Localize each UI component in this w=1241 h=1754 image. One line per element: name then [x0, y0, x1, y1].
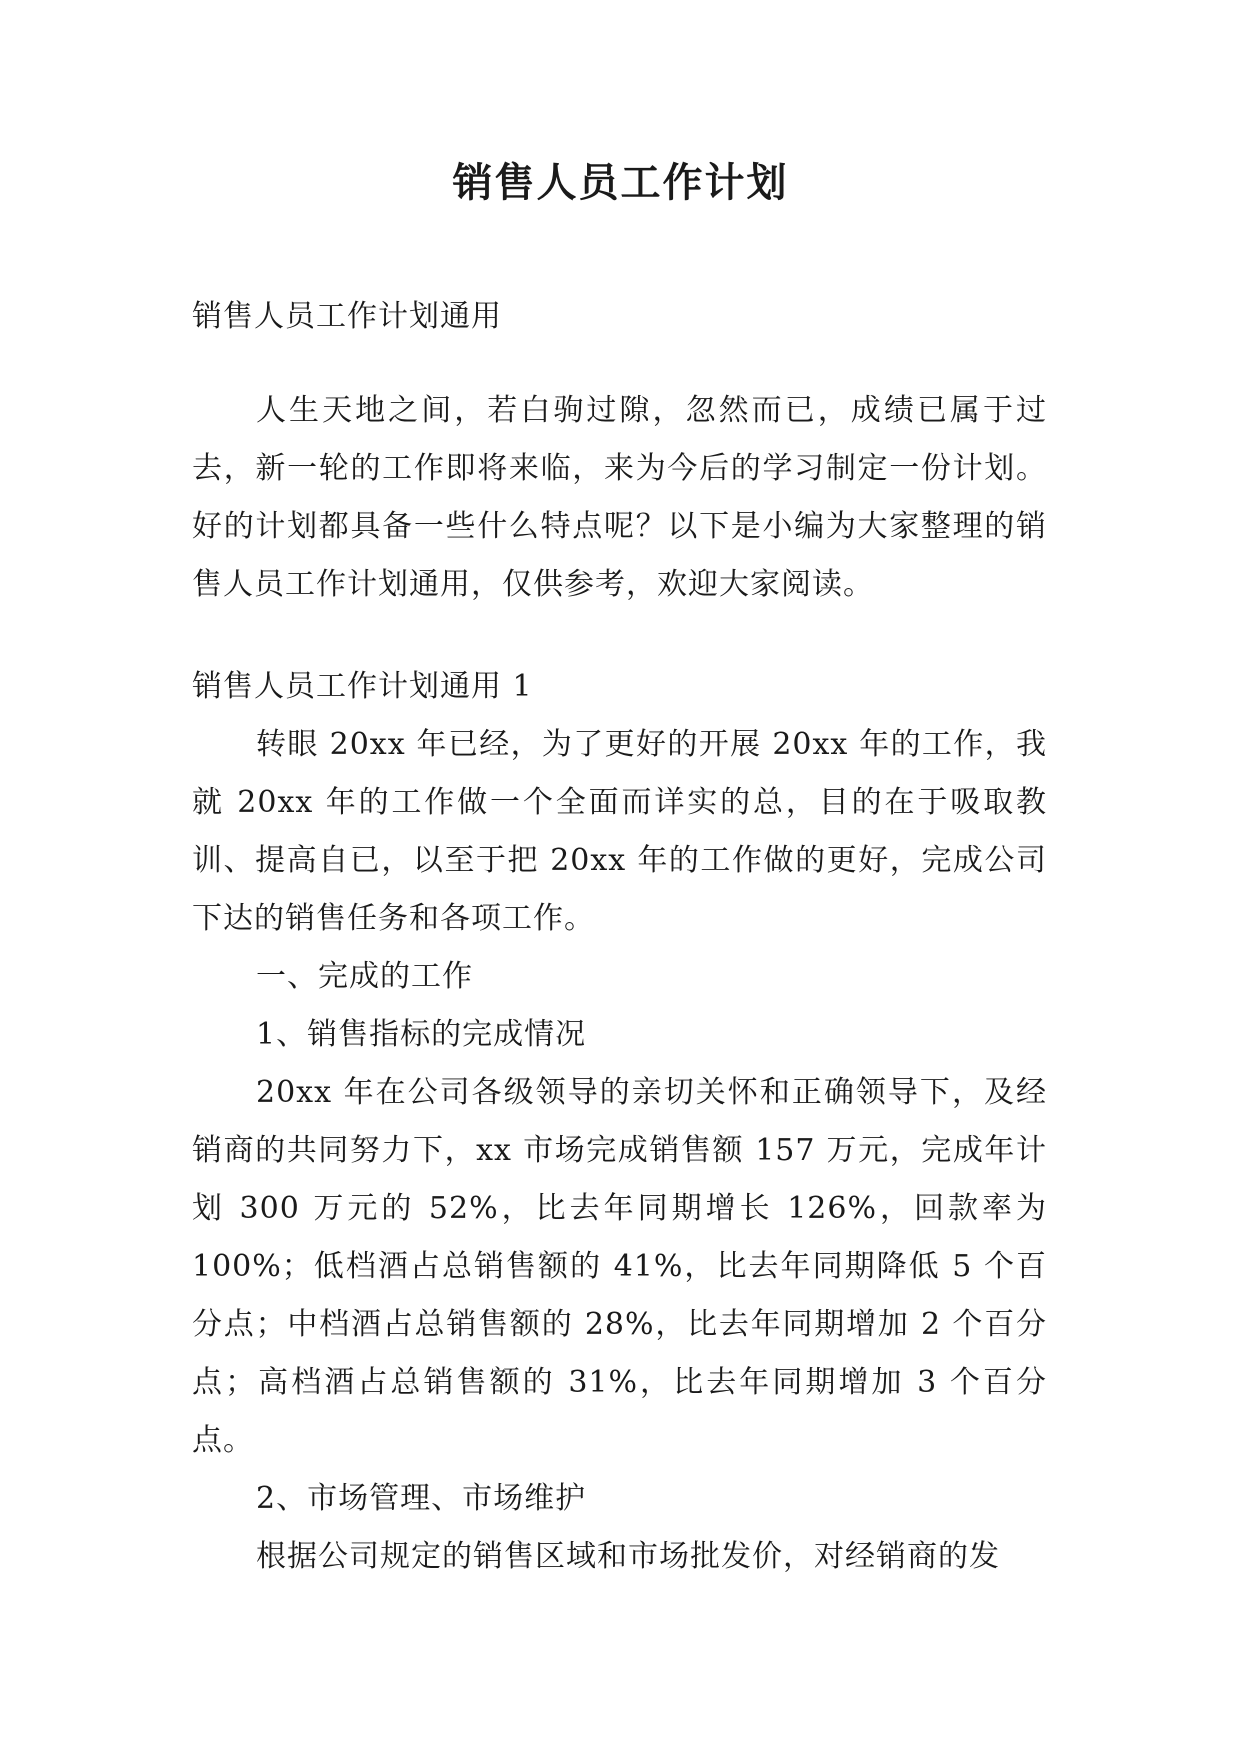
- section-paragraph: 转眼 20xx 年已经，为了更好的开展 20xx 年的工作，我就 20xx 年的工作做一个全面而详实的总，目的在于吸取教训、提高自已，以至于把 20xx 年的工作做的更好，完成公司下达的销售任务和各项工作。: [192, 727, 1047, 936]
- intro-paragraph: 人生天地之间，若白驹过隙，忽然而已，成绩已属于过去，新一轮的工作即将来临，来为今后的学习制定一份计划。好的计划都具备一些什么特点呢？以下是小编为大家整理的销售人员工作计划通用，仅供参考，欢迎大家阅读。: [192, 393, 1047, 602]
- document-title: 销售人员工作计划: [452, 160, 789, 206]
- item-body-sales-target: 20xx 年在公司各级领导的亲切关怀和正确领导下，及经销商的共同努力下，xx 市场完成销售额 157 万元，完成年计划 300 万元的 52%，比去年同期增长 126%，回款率为 100%；低档酒占总销售额的 41%，比去年同期降低 5 个百分点；中档酒占总销售额的 28%，比去年同期增加 2 个百分点；高档酒占总销售额的 31%，比去年同期增加 3 个百分点。: [192, 1075, 1047, 1458]
- document-subtitle: 销售人员工作计划通用: [192, 299, 502, 334]
- section-heading: 销售人员工作计划通用 1: [192, 669, 533, 704]
- item-heading-sales-target: 1、销售指标的完成情况: [256, 1017, 587, 1052]
- item-body-market-management: 根据公司规定的销售区域和市场批发价，对经销商的发: [256, 1539, 1000, 1574]
- item-heading-market-management: 2、市场管理、市场维护: [256, 1481, 587, 1516]
- document-body: [192, 288, 1047, 1586]
- part-heading: 一、完成的工作: [256, 959, 473, 994]
